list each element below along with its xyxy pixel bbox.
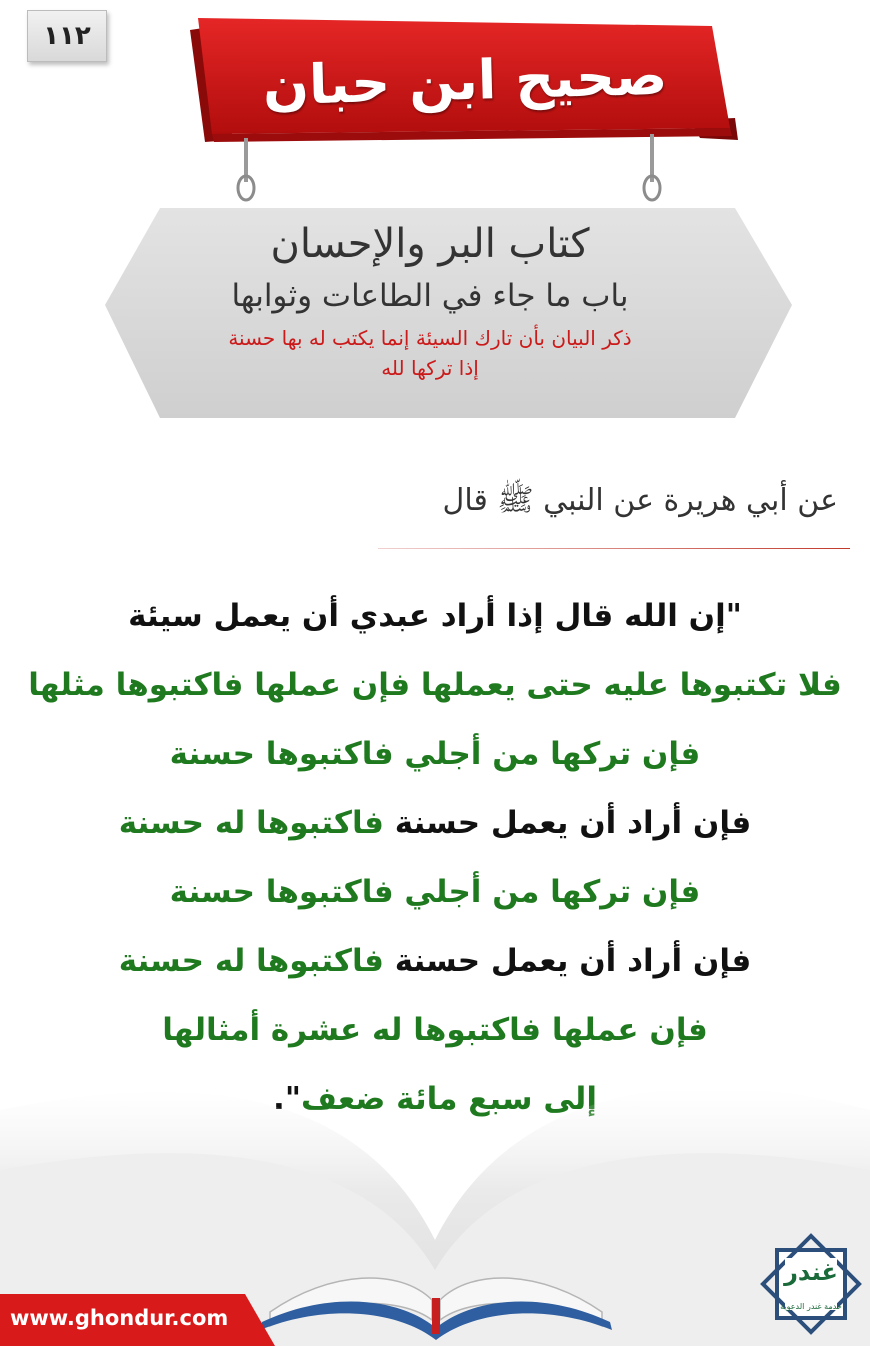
hadith-line-6 xyxy=(0,927,870,996)
hadith-line-4 xyxy=(0,789,870,858)
subtitle-line2: إذا تركها لله xyxy=(381,356,479,380)
logo-name: غندر xyxy=(784,1258,838,1286)
hadith-line-3: فإن تركها من أجلي فاكتبوها حسنة xyxy=(169,736,701,772)
hadith-line-4-green: فاكتبوها له حسنة xyxy=(118,805,384,841)
hadith-line-1: "إن الله قال إذا أراد عبدي أن يعمل سيئة xyxy=(128,598,742,634)
narrator-line: عن أبي هريرة عن النبي ﷺ قال xyxy=(442,483,838,518)
website-link[interactable]: www.ghondur.com xyxy=(10,1306,229,1330)
hadith-line-7: فإن عملها فاكتبوها له عشرة أمثالها xyxy=(162,1012,708,1048)
hadith-line-8-green: إلى سبع مائة ضعف xyxy=(300,1081,597,1117)
hadith-line-6-green: فاكتبوها له حسنة xyxy=(118,943,384,979)
hadith-line-2: فلا تكتبوها عليه حتى يعملها فإن عملها فاكتبوها مثلها xyxy=(28,667,842,703)
book-title: كتاب البر والإحسان xyxy=(270,221,590,267)
hadith-line-8-end: ". xyxy=(273,1081,301,1117)
hadith-line-4-black: فإن أراد أن يعمل حسنة xyxy=(394,805,752,841)
divider xyxy=(378,548,850,549)
sign-text xyxy=(150,215,710,383)
hadith-line-5: فإن تركها من أجلي فاكتبوها حسنة xyxy=(169,874,701,910)
chapter-title: باب ما جاء في الطاعات وثوابها xyxy=(231,278,629,314)
logo-subtitle: خدمة غندر الدعوية xyxy=(780,1302,842,1311)
subtitle-line1: ذكر البيان بأن تارك السيئة إنما يكتب له بها حسنة xyxy=(228,326,632,350)
banner-title: صحيح ابن حبان xyxy=(262,43,668,117)
page-number: ١١٢ xyxy=(27,10,107,62)
hadith-line-6-black: فإن أراد أن يعمل حسنة xyxy=(394,943,752,979)
